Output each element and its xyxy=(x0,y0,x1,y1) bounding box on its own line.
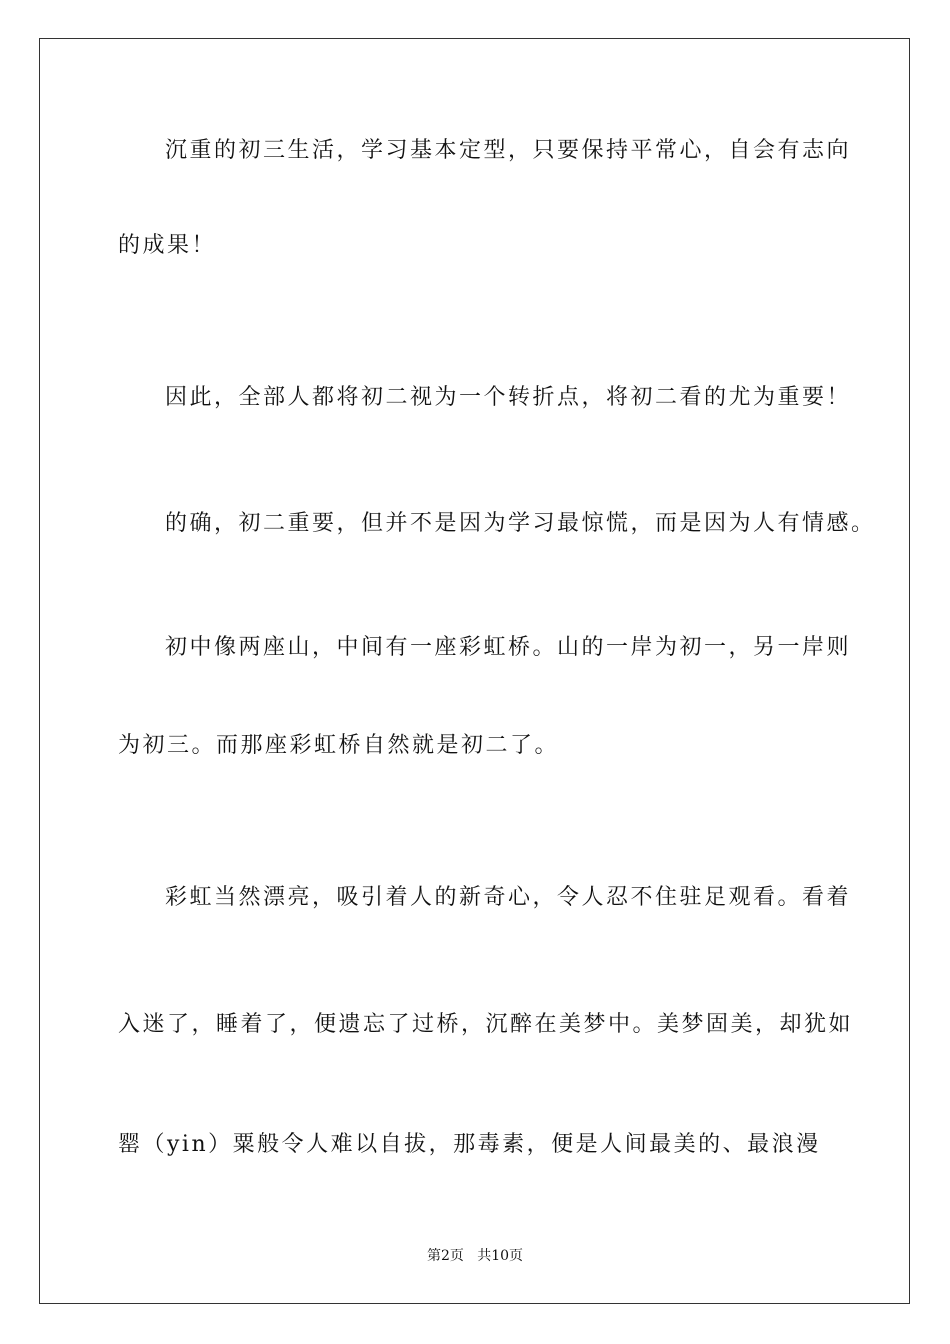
paragraph-line: 的成果！ xyxy=(118,233,217,258)
paragraph-line: 沉重的初三生活，学习基本定型，只要保持平常心，自会有志向 xyxy=(165,138,852,163)
paragraph-line: 因此，全部人都将初二视为一个转折点，将初二看的尤为重要！ xyxy=(165,385,852,410)
page-border xyxy=(39,38,910,1304)
paragraph-line: 初中像两座山，中间有一座彩虹桥。山的一岸为初一，另一岸则 xyxy=(165,635,852,660)
paragraph-line: 罂（yin）粟般令人难以自拔，那毒素，便是人间最美的、最浪漫 xyxy=(118,1132,821,1157)
paragraph-line: 彩虹当然漂亮，吸引着人的新奇心，令人忍不住驻足观看。看着 xyxy=(165,885,852,910)
page-number-footer: 第2页 共10页 xyxy=(426,1248,524,1264)
paragraph-line: 的确，初二重要，但并不是因为学习最惊慌，而是因为人有情感。 xyxy=(165,511,876,536)
paragraph-line: 为初三。而那座彩虹桥自然就是初二了。 xyxy=(118,733,560,758)
paragraph-line: 入迷了，睡着了，便遗忘了过桥，沉醉在美梦中。美梦固美，却犹如 xyxy=(118,1012,854,1037)
